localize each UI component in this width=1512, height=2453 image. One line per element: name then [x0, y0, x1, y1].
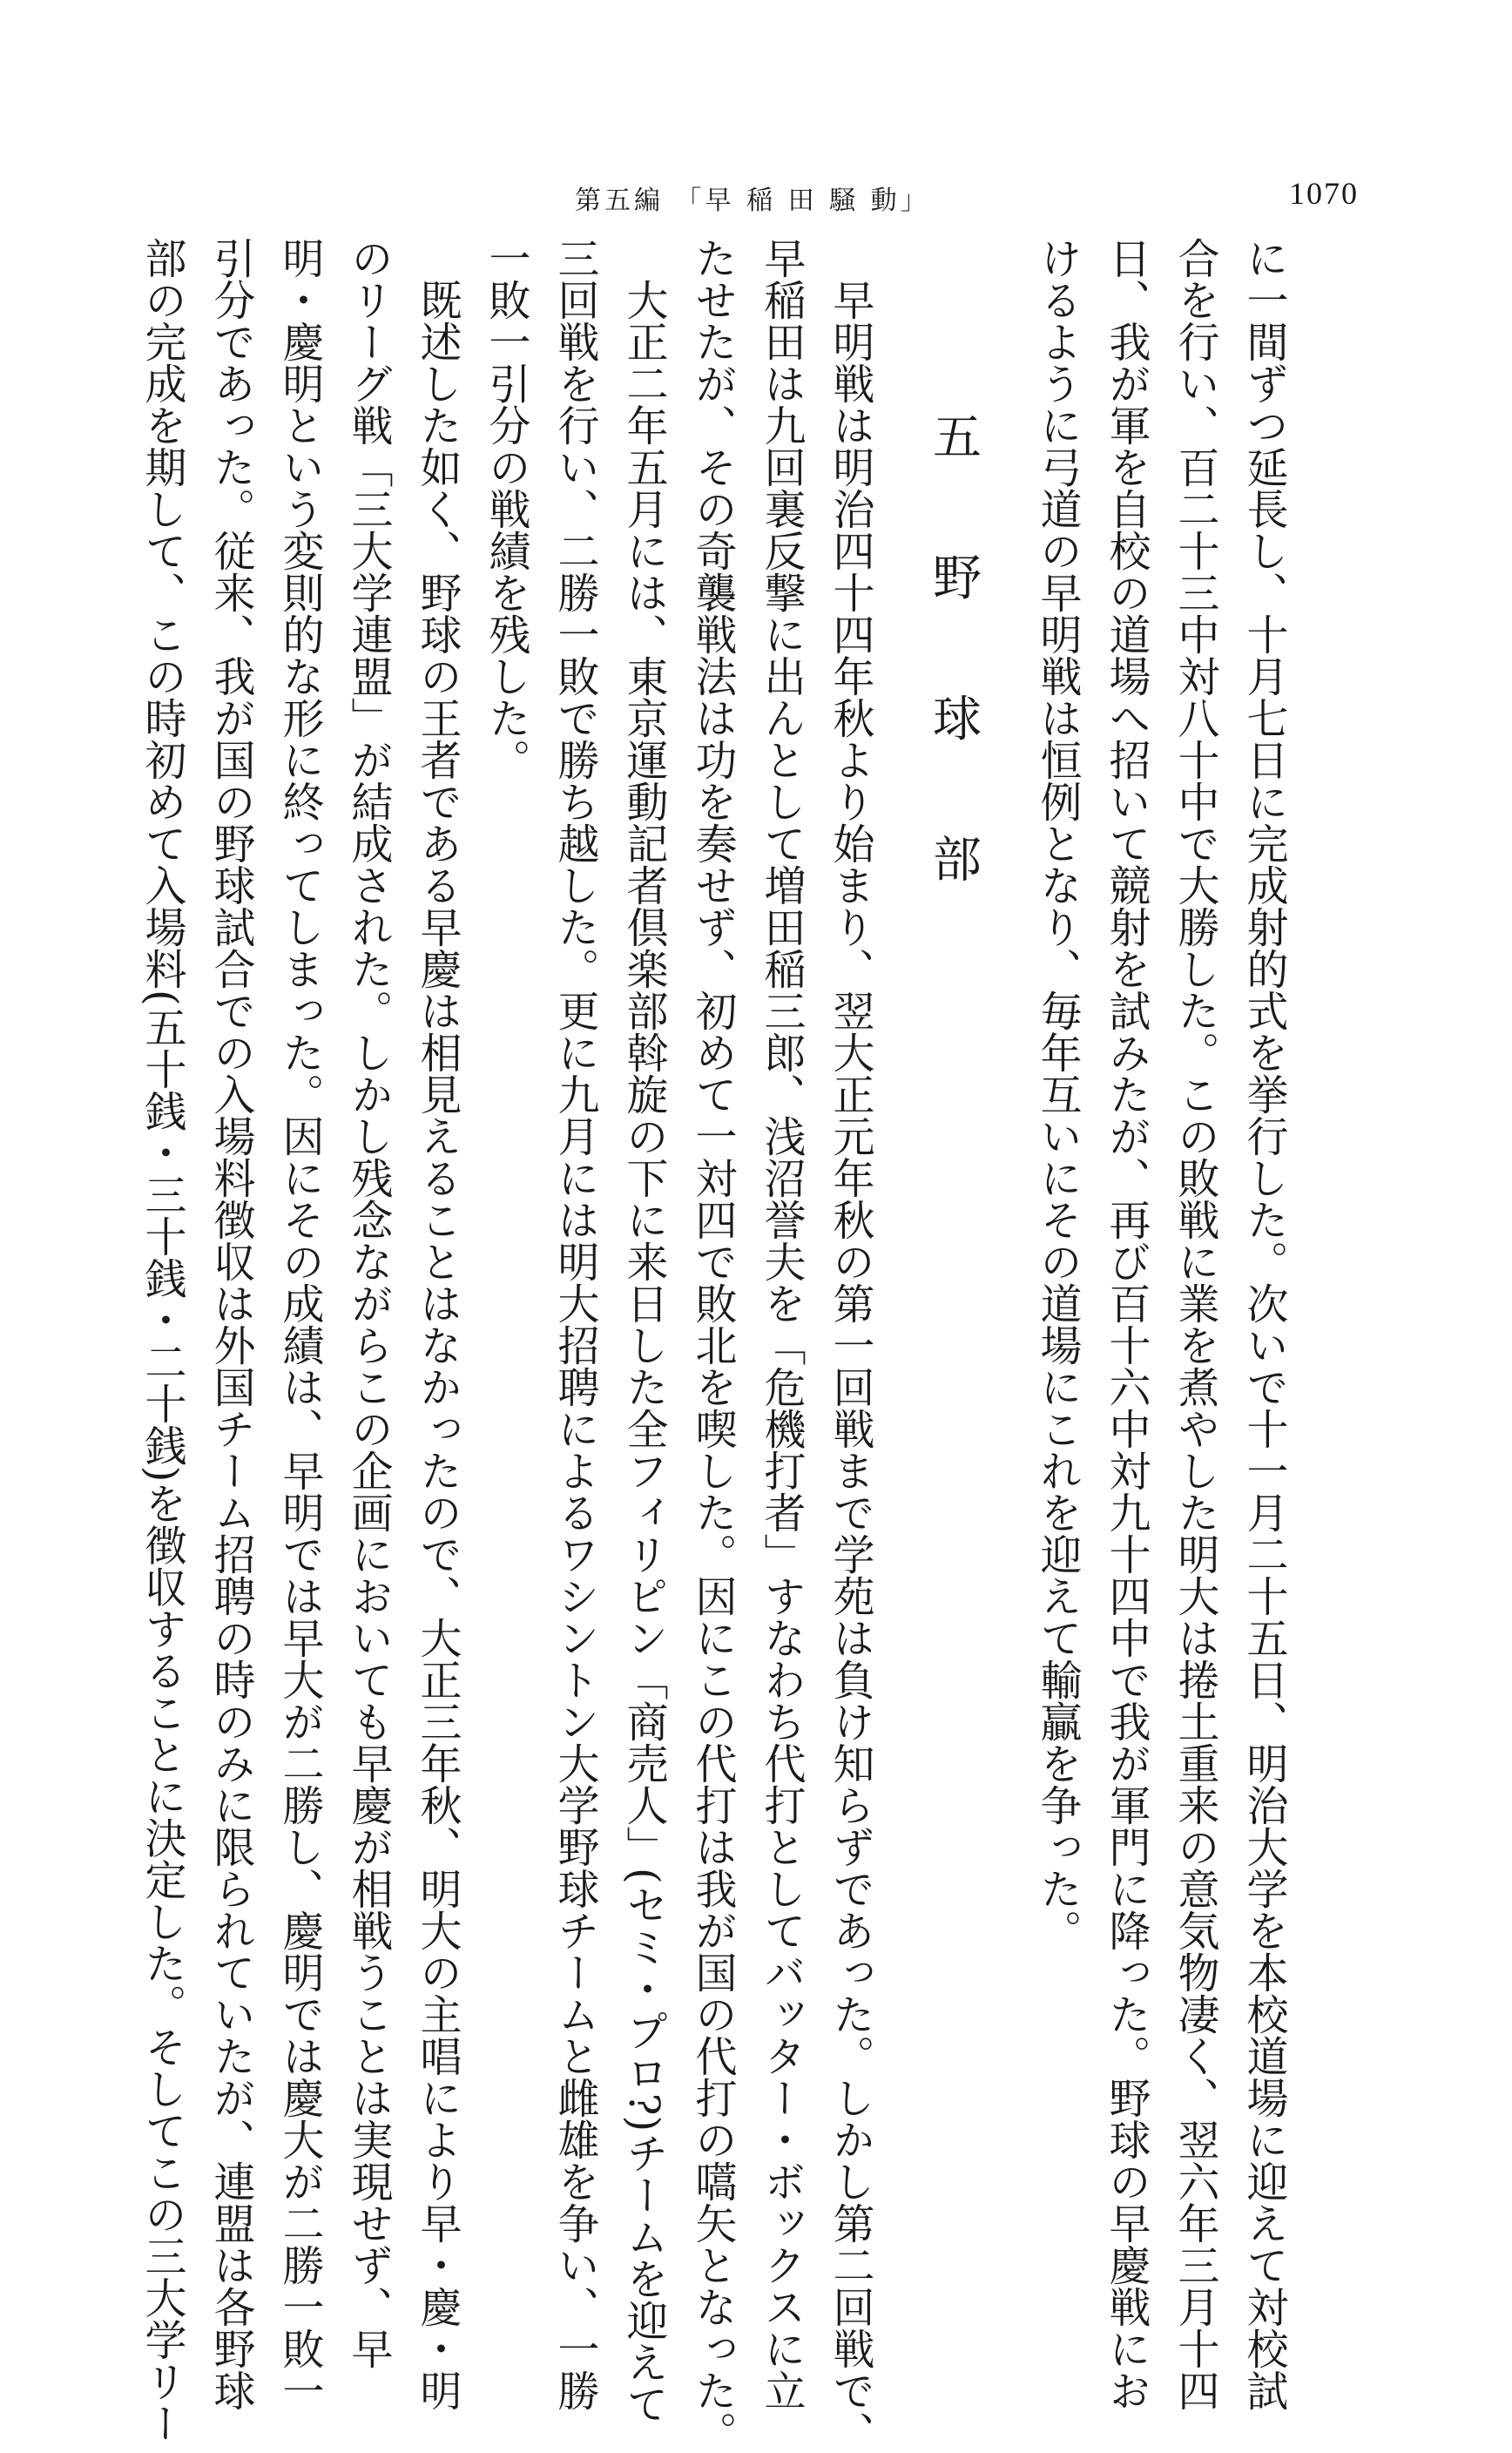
paragraph-line: 大正二年五月には、東京運動記者倶楽部斡旋の下に来日した全フィリピン「商売人」(セミ・プロ?)チームを迎えて: [619, 279, 668, 2425]
page-number: 1070: [1289, 176, 1359, 211]
text-line: 早稲田は九回裏反撃に出んとして増田稲三郎、浅沼誉夫を「危機打者」すなわち代打としてバッター・ボックスに立: [757, 237, 806, 2411]
page-header: [575, 176, 1359, 222]
text-line: たせたが、その奇襲戦法は功を奏せず、初めて一対四で敗北を喫した。因にこの代打は我が国の代打の嚆矢となった。: [688, 237, 737, 2453]
text-line: 部の完成を期して、この時初めて入場料(五十銭・三十銭・二十銭)を徴収することに決定した。そしてこの三大学リー: [138, 237, 186, 2444]
text-line: のリーグ戦「三大学連盟」が結成された。しかし残念ながらこの企画においても早慶が相戦うことは実現せず、早: [344, 237, 393, 2369]
paragraph-line: 既述した如く、野球の王者である早慶は相見えることはなかったので、大正三年秋、明大の主唱により早・慶・明: [413, 279, 462, 2411]
text-line: 引分であった。従来、我が国の野球試合での入場料徴収は外国チーム招聘の時のみに限られていたが、連盟は各野球: [206, 237, 255, 2411]
text-line: けるように弓道の早明戦は恒例となり、毎年互いにその道場にこれを迎えて輸贏を争った。: [1033, 237, 1082, 1951]
text-line: に一間ずつ延長し、十月七日に完成射的式を挙行した。次いで十一月二十五日、明治大学を本校道場に迎えて対校試: [1239, 237, 1288, 2411]
paragraph-line: 早明戦は明治四十四年秋より始まり、翌大正元年秋の第一回戦まで学苑は負け知らずであった。しかし第二回戦で、: [826, 279, 874, 2453]
text-line: 日、我が軍を自校の道場へ招いて競射を試みたが、再び百十六中対九十四中で我が軍門に降った。野球の早慶戦にお: [1102, 237, 1151, 2411]
section-heading: 五 野 球 部: [925, 411, 982, 922]
text-line: 合を行い、百二十三中対八十中で大勝した。この敗戦に業を煮やした明大は捲土重来の意気物凄く、翌六年三月十四: [1171, 237, 1219, 2411]
running-head: 第五編 「早 稲 田 騒 動」: [575, 186, 930, 216]
text-line: 明・慶明という変則的な形に終ってしまった。因にその成績は、早明では早大が二勝し、慶明では慶大が二勝一敗一: [275, 237, 324, 2411]
body-text: [138, 237, 1298, 2453]
text-line: 一敗一引分の戦績を残した。: [482, 237, 530, 780]
text-line: 三回戦を行い、二勝一敗で勝ち越した。更に九月には明大招聘によるワシントン大学野球チームと雌雄を争い、一勝: [550, 237, 599, 2411]
